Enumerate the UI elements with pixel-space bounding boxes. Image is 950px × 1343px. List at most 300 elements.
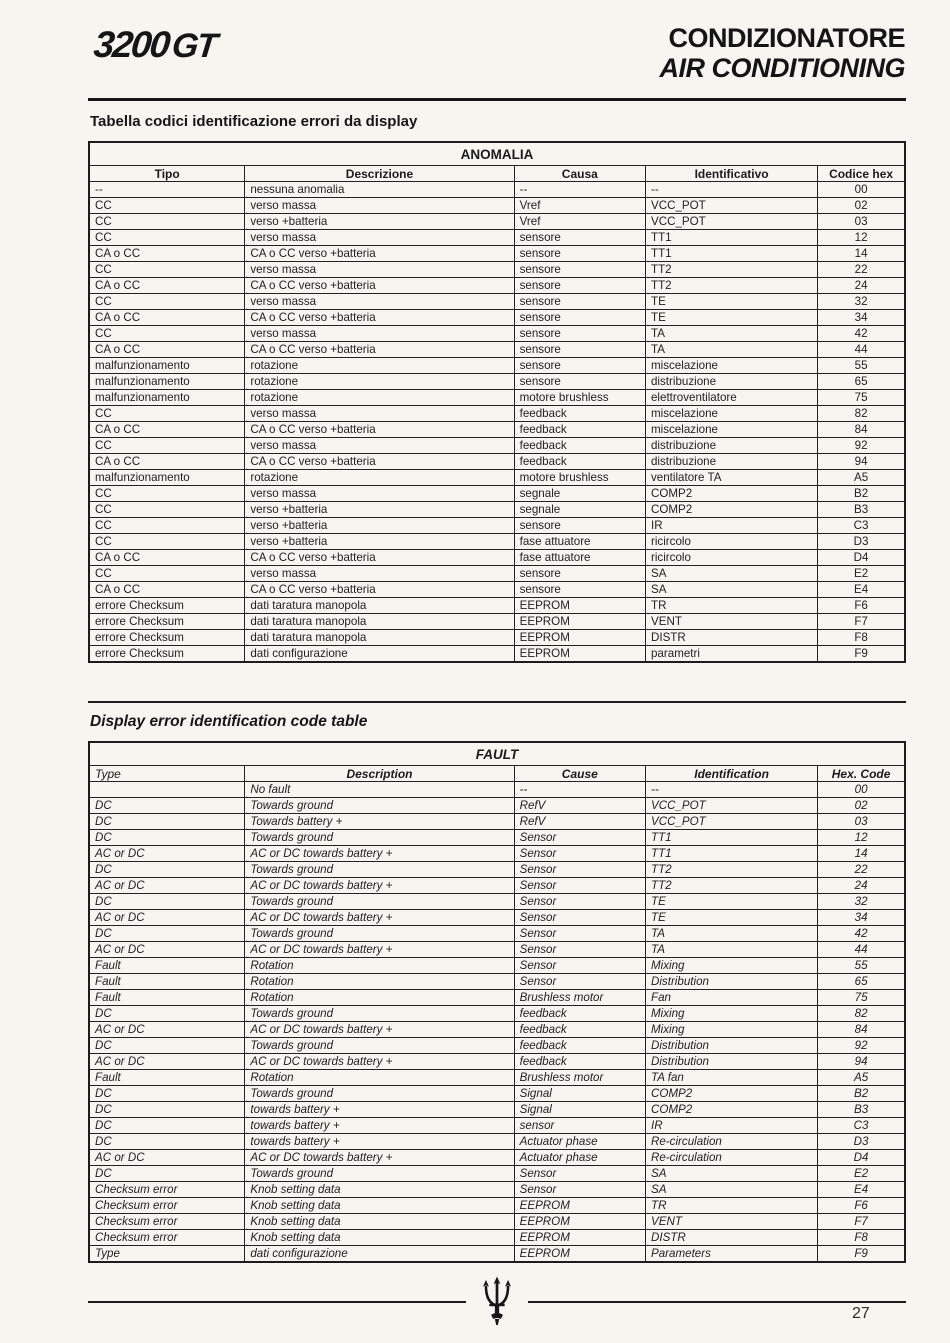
- table-cell: AC or DC towards battery +: [245, 1022, 514, 1038]
- table-cell: --: [645, 782, 817, 798]
- table-cell: F9: [818, 1246, 905, 1263]
- table-row: [89, 486, 905, 502]
- table-cell: 12: [818, 230, 905, 246]
- table-cell: AC or DC: [89, 1022, 245, 1038]
- table-cell: CC: [89, 518, 245, 534]
- table-row: [89, 878, 905, 894]
- table-cell: Re-circulation: [645, 1150, 817, 1166]
- table-cell: sensore: [514, 518, 645, 534]
- table-cell: Brushless motor: [514, 1070, 645, 1086]
- table-cell: Mixing: [645, 1022, 817, 1038]
- table-cell: TR: [645, 598, 817, 614]
- table-cell: B2: [818, 1086, 905, 1102]
- table-cell: 75: [818, 990, 905, 1006]
- table-cell: 14: [818, 246, 905, 262]
- table-cell: CA o CC: [89, 422, 245, 438]
- column-header-identification: Identification: [645, 766, 817, 782]
- fault-table: [88, 741, 906, 1263]
- table-cell: D4: [818, 550, 905, 566]
- table-cell: Towards ground: [245, 894, 514, 910]
- table-cell: motore brushless: [514, 390, 645, 406]
- table-cell: 02: [818, 798, 905, 814]
- table-cell: Checksum error: [89, 1198, 245, 1214]
- table-cell: [89, 782, 245, 798]
- table-cell: EEPROM: [514, 598, 645, 614]
- maserati-trident-icon: [480, 1276, 514, 1328]
- table-cell: 00: [818, 782, 905, 798]
- table-cell: 42: [818, 926, 905, 942]
- table-cell: VCC_POT: [645, 798, 817, 814]
- table-cell: sensore: [514, 566, 645, 582]
- table-cell: Fault: [89, 958, 245, 974]
- table-cell: 75: [818, 390, 905, 406]
- table-cell: sensore: [514, 294, 645, 310]
- anomalia-table: [88, 141, 906, 663]
- table-cell: 34: [818, 310, 905, 326]
- table-cell: DISTR: [645, 630, 817, 646]
- table-cell: feedback: [514, 1038, 645, 1054]
- table-cell: 14: [818, 846, 905, 862]
- table-row: [89, 182, 905, 198]
- table-cell: Distribution: [645, 1054, 817, 1070]
- table-cell: CC: [89, 438, 245, 454]
- table-cell: DC: [89, 1134, 245, 1150]
- table-cell: dati taratura manopola: [245, 614, 514, 630]
- table-row: [89, 798, 905, 814]
- table-cell: errore Checksum: [89, 630, 245, 646]
- table-cell: Vref: [514, 198, 645, 214]
- table-cell: B3: [818, 502, 905, 518]
- table-row: [89, 646, 905, 663]
- table-cell: Sensor: [514, 846, 645, 862]
- table-row: [89, 846, 905, 862]
- table-row: [89, 990, 905, 1006]
- maserati-3200gt-logo: [92, 24, 218, 66]
- table-cell: miscelazione: [645, 422, 817, 438]
- table-row: [89, 1214, 905, 1230]
- table-cell: Sensor: [514, 926, 645, 942]
- table-cell: A5: [818, 470, 905, 486]
- table-cell: TT1: [645, 830, 817, 846]
- table-cell: verso +batteria: [245, 214, 514, 230]
- table-cell: SA: [645, 1182, 817, 1198]
- table-cell: Checksum error: [89, 1182, 245, 1198]
- table-cell: D3: [818, 1134, 905, 1150]
- table-row: [89, 862, 905, 878]
- table-cell: Rotation: [245, 958, 514, 974]
- table-cell: AC or DC: [89, 1150, 245, 1166]
- table-cell: errore Checksum: [89, 614, 245, 630]
- column-header-causa: Causa: [514, 166, 645, 182]
- table-cell: 03: [818, 814, 905, 830]
- table-cell: Rotation: [245, 974, 514, 990]
- table-row: [89, 198, 905, 214]
- table-cell: AC or DC towards battery +: [245, 942, 514, 958]
- table-cell: verso massa: [245, 326, 514, 342]
- table-cell: CA o CC: [89, 342, 245, 358]
- table-cell: SA: [645, 582, 817, 598]
- table-row: [89, 630, 905, 646]
- column-header-codice-hex: Codice hex: [818, 166, 905, 182]
- table-cell: sensore: [514, 230, 645, 246]
- table-cell: CC: [89, 294, 245, 310]
- table-row: [89, 1246, 905, 1263]
- table-cell: Checksum error: [89, 1214, 245, 1230]
- table-cell: EEPROM: [514, 614, 645, 630]
- table-row: [89, 518, 905, 534]
- table-cell: Towards ground: [245, 830, 514, 846]
- table-cell: CA o CC verso +batteria: [245, 582, 514, 598]
- table-cell: TR: [645, 1198, 817, 1214]
- table-cell: CA o CC verso +batteria: [245, 278, 514, 294]
- table-row: [89, 342, 905, 358]
- column-header-cause: Cause: [514, 766, 645, 782]
- table-cell: RefV: [514, 814, 645, 830]
- table-row: [89, 230, 905, 246]
- table-row: [89, 278, 905, 294]
- table-cell: TA: [645, 342, 817, 358]
- table-cell: TT2: [645, 278, 817, 294]
- table-cell: sensor: [514, 1118, 645, 1134]
- table-cell: COMP2: [645, 1086, 817, 1102]
- table-row: [89, 1006, 905, 1022]
- table-cell: 00: [818, 182, 905, 198]
- table-cell: Brushless motor: [514, 990, 645, 1006]
- table-cell: Distribution: [645, 1038, 817, 1054]
- table-cell: 32: [818, 894, 905, 910]
- table-row: [89, 1230, 905, 1246]
- table-cell: TA: [645, 326, 817, 342]
- table-cell: CA o CC verso +batteria: [245, 246, 514, 262]
- table-cell: CC: [89, 214, 245, 230]
- table-cell: miscelazione: [645, 358, 817, 374]
- table-cell: AC or DC towards battery +: [245, 846, 514, 862]
- fault-table-title: FAULT: [89, 742, 905, 766]
- table-row: [89, 942, 905, 958]
- table-cell: 02: [818, 198, 905, 214]
- table-cell: AC or DC towards battery +: [245, 910, 514, 926]
- table-cell: Knob setting data: [245, 1198, 514, 1214]
- table-cell: Sensor: [514, 1182, 645, 1198]
- table-cell: rotazione: [245, 374, 514, 390]
- table-cell: Mixing: [645, 958, 817, 974]
- table-row: [89, 814, 905, 830]
- table-cell: CC: [89, 262, 245, 278]
- table-row: [89, 598, 905, 614]
- table-cell: ricircolo: [645, 534, 817, 550]
- table-cell: CA o CC verso +batteria: [245, 550, 514, 566]
- table-cell: VCC_POT: [645, 214, 817, 230]
- table-cell: CC: [89, 230, 245, 246]
- table-cell: 22: [818, 262, 905, 278]
- table-cell: F7: [818, 1214, 905, 1230]
- table-cell: AC or DC: [89, 878, 245, 894]
- table-cell: 55: [818, 358, 905, 374]
- table-row: [89, 502, 905, 518]
- table-cell: verso massa: [245, 406, 514, 422]
- table-cell: --: [514, 782, 645, 798]
- table-cell: distribuzione: [645, 438, 817, 454]
- column-header-tipo: Tipo: [89, 166, 245, 182]
- table-cell: towards battery +: [245, 1102, 514, 1118]
- page-title-english: AIR CONDITIONING: [659, 53, 905, 84]
- table-cell: SA: [645, 566, 817, 582]
- table-row: [89, 1038, 905, 1054]
- table-cell: Towards ground: [245, 862, 514, 878]
- table-cell: Towards ground: [245, 1006, 514, 1022]
- table-cell: feedback: [514, 406, 645, 422]
- table-cell: miscelazione: [645, 406, 817, 422]
- table-cell: 94: [818, 1054, 905, 1070]
- table-cell: VENT: [645, 1214, 817, 1230]
- table-cell: towards battery +: [245, 1118, 514, 1134]
- table-row: [89, 326, 905, 342]
- table-cell: 44: [818, 942, 905, 958]
- table-row: [89, 422, 905, 438]
- table-cell: F6: [818, 598, 905, 614]
- table-cell: B2: [818, 486, 905, 502]
- table-cell: feedback: [514, 422, 645, 438]
- table-cell: Re-circulation: [645, 1134, 817, 1150]
- table-cell: EEPROM: [514, 1246, 645, 1263]
- table-cell: DC: [89, 814, 245, 830]
- table-cell: 82: [818, 1006, 905, 1022]
- table-row: [89, 894, 905, 910]
- table-cell: sensore: [514, 246, 645, 262]
- table-cell: segnale: [514, 502, 645, 518]
- table-cell: F8: [818, 1230, 905, 1246]
- table-cell: 12: [818, 830, 905, 846]
- table-cell: F7: [818, 614, 905, 630]
- table-row: [89, 614, 905, 630]
- table-cell: TE: [645, 310, 817, 326]
- table-cell: TT1: [645, 246, 817, 262]
- table-cell: TT1: [645, 230, 817, 246]
- table-cell: sensore: [514, 342, 645, 358]
- table-cell: Fault: [89, 990, 245, 1006]
- table-cell: feedback: [514, 1054, 645, 1070]
- table-cell: Towards ground: [245, 1166, 514, 1182]
- table-cell: Parameters: [645, 1246, 817, 1263]
- table-cell: 24: [818, 878, 905, 894]
- table-cell: 84: [818, 422, 905, 438]
- table-cell: sensore: [514, 326, 645, 342]
- table-cell: VCC_POT: [645, 198, 817, 214]
- table-cell: dati configurazione: [245, 646, 514, 663]
- table-cell: Actuator phase: [514, 1134, 645, 1150]
- table-cell: AC or DC: [89, 846, 245, 862]
- table-row: [89, 1102, 905, 1118]
- table-cell: dati taratura manopola: [245, 598, 514, 614]
- footer-rule-right: [528, 1301, 906, 1303]
- table-row: [89, 830, 905, 846]
- table-cell: Sensor: [514, 878, 645, 894]
- table-cell: IR: [645, 518, 817, 534]
- table-cell: DC: [89, 798, 245, 814]
- table-cell: Sensor: [514, 894, 645, 910]
- table-cell: feedback: [514, 438, 645, 454]
- table-row: [89, 1022, 905, 1038]
- table-cell: DC: [89, 1038, 245, 1054]
- table-cell: malfunzionamento: [89, 358, 245, 374]
- table-cell: TA: [645, 942, 817, 958]
- table-row: [89, 1150, 905, 1166]
- column-header-description: Description: [245, 766, 514, 782]
- table-cell: Towards ground: [245, 1086, 514, 1102]
- table-cell: CC: [89, 198, 245, 214]
- table-cell: distribuzione: [645, 374, 817, 390]
- table-cell: SA: [645, 1166, 817, 1182]
- table-cell: Knob setting data: [245, 1214, 514, 1230]
- table-cell: 42: [818, 326, 905, 342]
- table-cell: TA fan: [645, 1070, 817, 1086]
- table-row: [89, 566, 905, 582]
- table-cell: E4: [818, 582, 905, 598]
- table-cell: Sensor: [514, 862, 645, 878]
- page-footer: [88, 1276, 906, 1328]
- table-cell: verso +batteria: [245, 518, 514, 534]
- table-row: [89, 374, 905, 390]
- table-cell: TE: [645, 894, 817, 910]
- table-row: [89, 390, 905, 406]
- table-cell: verso massa: [245, 198, 514, 214]
- table-row: [89, 926, 905, 942]
- table-cell: COMP2: [645, 502, 817, 518]
- table-cell: AC or DC towards battery +: [245, 1150, 514, 1166]
- table-cell: Distribution: [645, 974, 817, 990]
- table-cell: Signal: [514, 1086, 645, 1102]
- table-row: [89, 1070, 905, 1086]
- table-title-row: [89, 142, 905, 166]
- table-row: [89, 582, 905, 598]
- table-cell: CC: [89, 486, 245, 502]
- table-cell: AC or DC towards battery +: [245, 1054, 514, 1070]
- table-cell: 84: [818, 1022, 905, 1038]
- table-row: [89, 910, 905, 926]
- column-header-hex-code: Hex. Code: [818, 766, 905, 782]
- table-cell: 65: [818, 974, 905, 990]
- table-cell: A5: [818, 1070, 905, 1086]
- table-cell: TA: [645, 926, 817, 942]
- table-cell: No fault: [245, 782, 514, 798]
- table-cell: Sensor: [514, 910, 645, 926]
- table-cell: E2: [818, 566, 905, 582]
- table-cell: --: [89, 182, 245, 198]
- table-cell: CA o CC: [89, 278, 245, 294]
- table-cell: CA o CC: [89, 454, 245, 470]
- table-cell: C3: [818, 1118, 905, 1134]
- table-cell: CA o CC: [89, 246, 245, 262]
- table-cell: DC: [89, 862, 245, 878]
- table-cell: --: [514, 182, 645, 198]
- table-cell: ricircolo: [645, 550, 817, 566]
- table-row: [89, 974, 905, 990]
- table-cell: VCC_POT: [645, 814, 817, 830]
- table-cell: malfunzionamento: [89, 470, 245, 486]
- anomalia-table-title: ANOMALIA: [89, 142, 905, 166]
- table-cell: Checksum error: [89, 1230, 245, 1246]
- table-cell: Vref: [514, 214, 645, 230]
- table-cell: AC or DC: [89, 1054, 245, 1070]
- table-cell: ventilatore TA: [645, 470, 817, 486]
- table-cell: Fan: [645, 990, 817, 1006]
- table-cell: COMP2: [645, 1102, 817, 1118]
- table-row: [89, 1054, 905, 1070]
- table-header-row: [89, 166, 905, 182]
- table-row: [89, 406, 905, 422]
- page-number: 27: [852, 1305, 870, 1322]
- logo-gt: GT: [170, 27, 218, 65]
- table-cell: 94: [818, 454, 905, 470]
- table-cell: TT2: [645, 862, 817, 878]
- table-cell: --: [645, 182, 817, 198]
- table-cell: CC: [89, 502, 245, 518]
- table-cell: Signal: [514, 1102, 645, 1118]
- table-cell: verso massa: [245, 438, 514, 454]
- column-header-identificativo: Identificativo: [645, 166, 817, 182]
- section-divider-rule: [88, 701, 906, 703]
- table-cell: TT2: [645, 262, 817, 278]
- page-title-italian: CONDIZIONATORE: [668, 23, 905, 53]
- table-row: [89, 782, 905, 798]
- table-cell: Fault: [89, 1070, 245, 1086]
- header-divider-rule: [88, 98, 906, 101]
- table-header-row: [89, 766, 905, 782]
- table-cell: malfunzionamento: [89, 390, 245, 406]
- table-cell: parametri: [645, 646, 817, 663]
- table-cell: sensore: [514, 358, 645, 374]
- table-cell: distribuzione: [645, 454, 817, 470]
- table-cell: motore brushless: [514, 470, 645, 486]
- table-row: [89, 1166, 905, 1182]
- table-cell: F8: [818, 630, 905, 646]
- table-cell: feedback: [514, 454, 645, 470]
- table-cell: segnale: [514, 486, 645, 502]
- table-cell: DC: [89, 830, 245, 846]
- table-cell: malfunzionamento: [89, 374, 245, 390]
- table-cell: B3: [818, 1102, 905, 1118]
- table-cell: Sensor: [514, 942, 645, 958]
- table-cell: DC: [89, 1086, 245, 1102]
- table-cell: TT2: [645, 878, 817, 894]
- table-cell: CC: [89, 566, 245, 582]
- table-cell: 34: [818, 910, 905, 926]
- logo-number: 3200: [91, 24, 171, 65]
- table-cell: rotazione: [245, 390, 514, 406]
- table-cell: EEPROM: [514, 1198, 645, 1214]
- table-row: [89, 1198, 905, 1214]
- table-cell: CA o CC: [89, 582, 245, 598]
- table-cell: Towards ground: [245, 926, 514, 942]
- table-cell: 44: [818, 342, 905, 358]
- table-cell: CC: [89, 326, 245, 342]
- table-cell: CA o CC verso +batteria: [245, 454, 514, 470]
- table-cell: Knob setting data: [245, 1230, 514, 1246]
- table-cell: Fault: [89, 974, 245, 990]
- table-cell: 92: [818, 438, 905, 454]
- table-cell: C3: [818, 518, 905, 534]
- table-row: [89, 1134, 905, 1150]
- table-cell: DC: [89, 926, 245, 942]
- table-cell: Rotation: [245, 1070, 514, 1086]
- table-cell: sensore: [514, 310, 645, 326]
- table-cell: sensore: [514, 262, 645, 278]
- table-cell: CA o CC verso +batteria: [245, 422, 514, 438]
- table-cell: verso +batteria: [245, 502, 514, 518]
- table-cell: 65: [818, 374, 905, 390]
- table-cell: DC: [89, 1006, 245, 1022]
- table-cell: Towards ground: [245, 1038, 514, 1054]
